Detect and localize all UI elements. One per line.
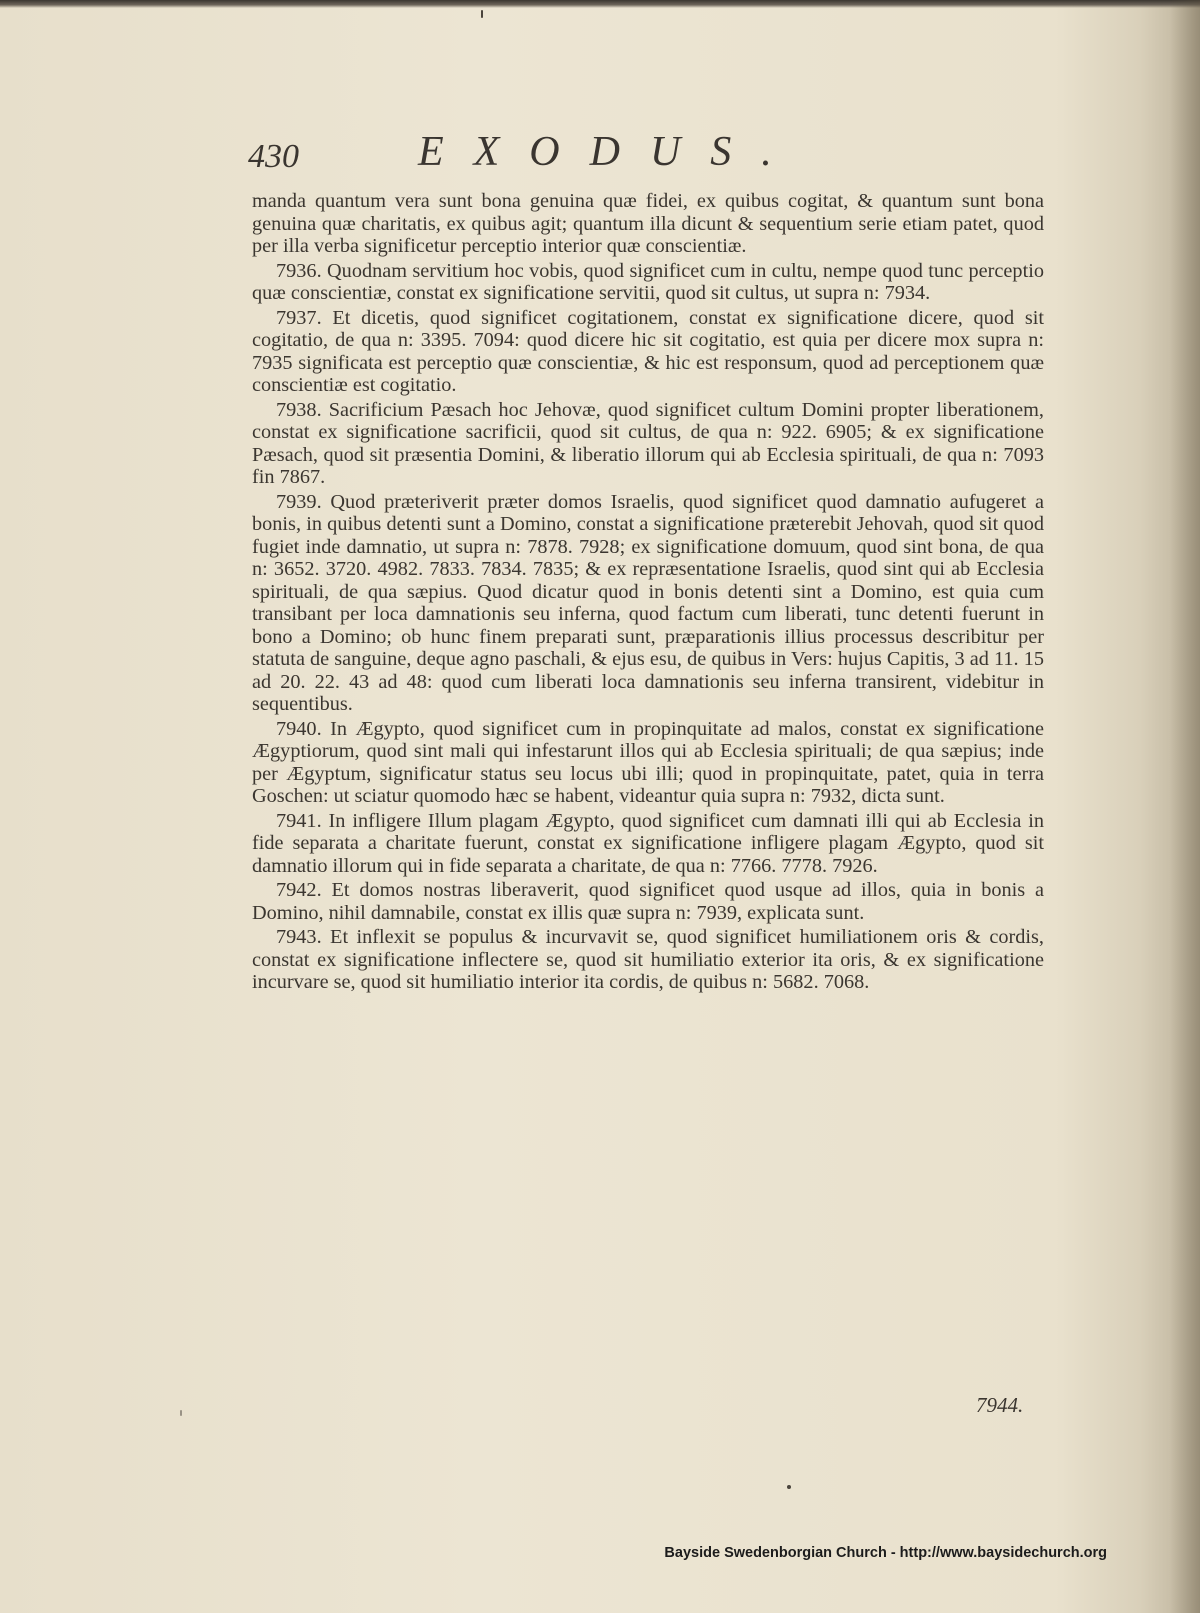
paragraph-7941: 7941. In infligere Illum plagam Ægypto, quod significet cum damnati illi qui ab Ecclesia in fide separata a charitate fuerunt, constat ex significatione infligere plagam Ægypto, quod sit damnatio illorum qui in fide separata a charitate, de qua n: 7766. 7778. 7926. [252, 809, 1044, 877]
page-header [248, 128, 1048, 188]
paper-speck [481, 10, 483, 18]
body-text [252, 190, 1044, 994]
page-number: 430 [248, 138, 299, 175]
paragraph-7937: 7937. Et dicetis, quod significet cogitationem, constat ex significatione dicere, quod sit cogitatio, de qua n: 3395. 7094: quod dicere hic sit cogitatio, est quia per dicere mox supra n: 7935 significata est perceptio quæ conscientiæ, & hic est responsum, quod ad perceptionem quæ conscientiæ est cogitatio. [252, 306, 1044, 396]
paragraph-7940: 7940. In Ægypto, quod significet cum in propinquitate ad malos, constat ex significatione Ægyptiorum, quod sint mali qui infestarunt illos qui ab Ecclesia spirituali; de qua sæpius; inde per Ægyptum, significatur status seu locus ubi illi; quod in propinquitate, patet, quia in terra Goschen: ut sciatur quomodo hæc se habent, videantur quia supra n: 7932, dicta sunt. [252, 717, 1044, 807]
paragraph-7938: 7938. Sacrificium Pæsach hoc Jehovæ, quod significet cultum Domini propter liberationem, constat ex significatione sacrificii, quod sit cultus, de qua n: 922. 6905; & ex significatione Pæsach, quod sit præsentia Domini, & liberatio illorum qui ab Ecclesia spirituali, de qua n: 7093 fin 7867. [252, 398, 1044, 488]
paper-speck [180, 1410, 182, 1416]
page-edge-shadow [1170, 0, 1200, 1613]
footer-credit: Bayside Swedenborgian Church - http://www.baysidechurch.org [664, 1545, 1107, 1561]
scan-top-edge [0, 0, 1200, 8]
paragraph-7942: 7942. Et domos nostras liberaverit, quod significet quod usque ad illos, quia in bonis a Domino, nihil damnabile, constat ex illis quæ supra n: 7939, explicata sunt. [252, 879, 1044, 924]
catchword: 7944. [976, 1393, 1024, 1417]
paper-speck [787, 1485, 791, 1489]
paragraph-continuation: manda quantum vera sunt bona genuina quæ fidei, ex quibus cogitat, & quantum sunt bona genuina quæ charitatis, ex quibus agit; quantum illa dicunt & sequentium serie etiam patet, quod per illa verba significetur perceptio interior quæ conscientiæ. [252, 190, 1044, 257]
paragraph-7936: 7936. Quodnam servitium hoc vobis, quod significet cum in cultu, nempe quod tunc perceptio quæ conscientiæ, constat ex significatione servitii, quod sit cultus, ut supra n: 7934. [252, 259, 1044, 304]
paragraph-7943: 7943. Et inflexit se populus & incurvavit se, quod significet humiliationem oris & cordis, constat ex significatione inflectere se, quod sit humiliatio exterior ita oris, & ex significatione incurvare se, quod sit humiliatio interior ita cordis, de quibus n: 5682. 7068. [252, 926, 1044, 993]
paragraph-7939: 7939. Quod præteriverit præter domos Israelis, quod significet quod damnatio aufugeret a bonis, in quibus detenti sunt a Domino, constat a significatione præterebit Jehovah, quod sit quod fugiet inde damnatio, ut supra n: 7878. 7928; ex significatione domuum, quod sint bona, de qua n: 3652. 3720. 4982. 7833. 7834. 7835; & ex repræsentatione Israelis, quod sint qui ab Ecclesia spirituali, de qua sæpius. Quod dicatur quod in bonis detenti sint a Domino, est quia cum transibant per loca damnationis seu inferna, quod factum cum liberati, tunc detenti fuerunt in bono a Domino; ob hunc finem preparati sunt, præparationis illius processus describitur per statuta de sanguine, deque agno paschali, & ejus esu, de quibus in Vers: hujus Capitis, 3 ad 11. 15 ad 20. 22. 43 ad 48: quod cum liberati loca damnationis seu inferna transirent, videbitur in sequentibus. [252, 490, 1044, 715]
running-title: EXODUS. [418, 129, 802, 175]
